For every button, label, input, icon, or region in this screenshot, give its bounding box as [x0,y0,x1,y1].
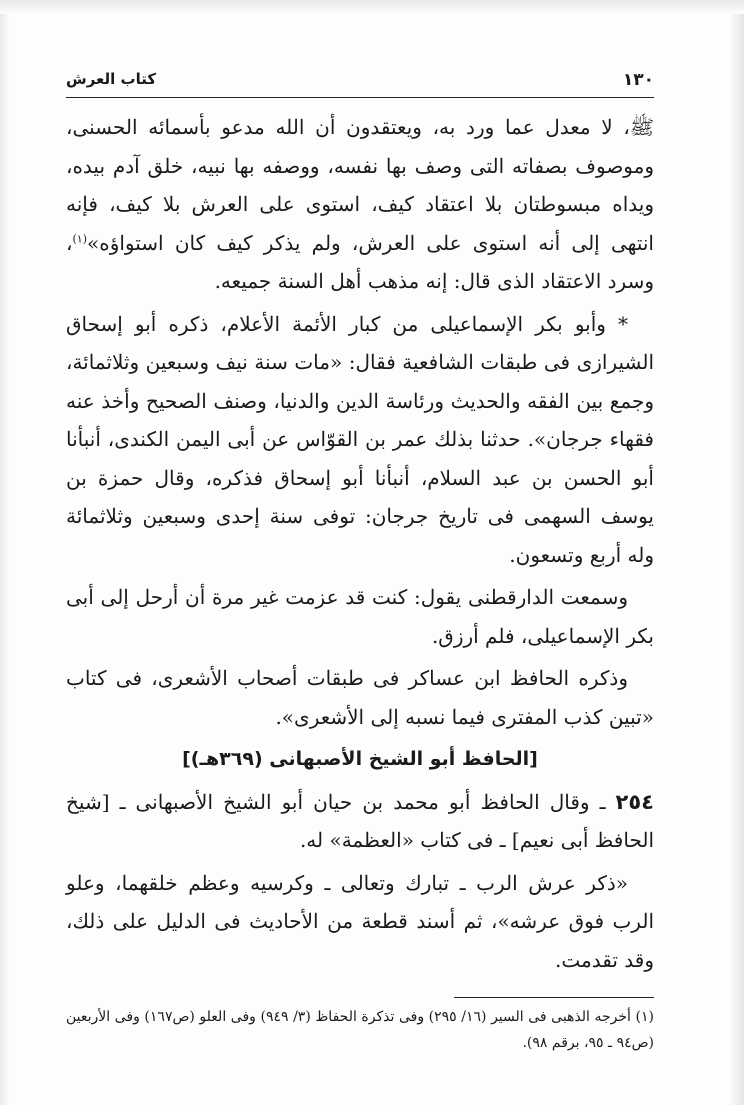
running-title: كتاب العرش [66,70,157,88]
paragraph-quote-azamah: «ذكر عرش الرب ـ تبارك وتعالى ـ وكرسيه وعظم خلقهما، وعلو الرب فوق عرشه»، ثم أسند قطعة من الأحاديث فى الدليل على ذلك، وقد تقدمت. [66,870,654,972]
main-text [66,108,654,979]
footnotes [66,1004,654,1056]
entry-254-text: ـ وقال الحافظ أبو محمد بن حيان أبو الشيخ الأصبهانى ـ [شيخ الحافظ أبى نعيم] ـ فى كتاب «العظمة» له. [66,789,654,852]
footnote-1: (١) أخرجه الذهبى فى السير (١٦/ ٢٩٥) وفى تذكرة الحفاظ (٣/ ٩٤٩) وفى العلو (ص١٦٧) وفى الأربعين (ص٩٤ ـ ٩٥، برقم ٩٨). [66,1009,654,1051]
paragraph-ismaili: * وأبو بكر الإسماعيلى من كبار الأئمة الأعلام، ذكره أبو إسحاق الشيرازى فى طبقات الشافعية فقال: «مات سنة نيف وسبعين وثلاثمائة، وجمع بين الفقه والحديث ورئاسة الدين والدنيا، وصنف الصحيح وأخذ عنه فقهاء جرجان». حدثنا بذلك عمر بن القوّاس عن أبى اليمن الكندى، أنبأنا أبو الحسن بن عبد السلام، أنبأنا أبو إسحاق فذكره، وقال حمزة بن يوسف السهمى فى تاريخ جرجان: توفى سنة إحدى وسبعين وثلاثمائة وله أربع وتسعون. [66,311,654,567]
paragraph-daraqutni: وسمعت الدارقطنى يقول: كنت قد عزمت غير مرة أن أرحل إلى أبى بكر الإسماعيلى، فلم أرزق. [66,585,654,648]
page-header [66,66,654,96]
paragraph-creed [66,108,654,301]
paragraph-creed-tail: ، وسرد الاعتقاد الذى قال: إنه مذهب أهل السنة جميعه. [66,230,654,293]
footnote-rule [454,997,654,998]
header-rule [66,97,654,98]
footnote-ref: (١) [72,231,87,245]
paragraph-creed-text: ﷺ، لا معدل عما ورد به، ويعتقدون أن الله مدعو بأسمائه الحسنى، وموصوف بصفاته التى وصف بها نفسه، ووصفه بها نبيه، خلق آدم بيده، ويداه مبسوطتان بلا اعتقاد كيف، استوى على العرش بلا كيف، فإنه انتهى إلى أنه استوى على العرش، ولم يذكر كيف كان استواؤه» [66,115,654,255]
page-number: ١٣٠ [622,70,654,90]
paragraph-ibn-asakir: وذكره الحافظ ابن عساكر فى طبقات أصحاب الأشعرى، فى كتاب «تبين كذب المفترى فيما نسبه إلى الأشعرى». [66,666,654,729]
section-heading: [الحافظ أبو الشيخ الأصبهانى (٣٦٩هـ)] [182,748,538,770]
scan-shadow-top [0,0,744,14]
entry-254 [66,783,654,860]
scan-shadow-right [730,0,744,1105]
scan-shadow-left [0,0,10,1105]
entry-number: ٢٥٤ [615,789,654,814]
